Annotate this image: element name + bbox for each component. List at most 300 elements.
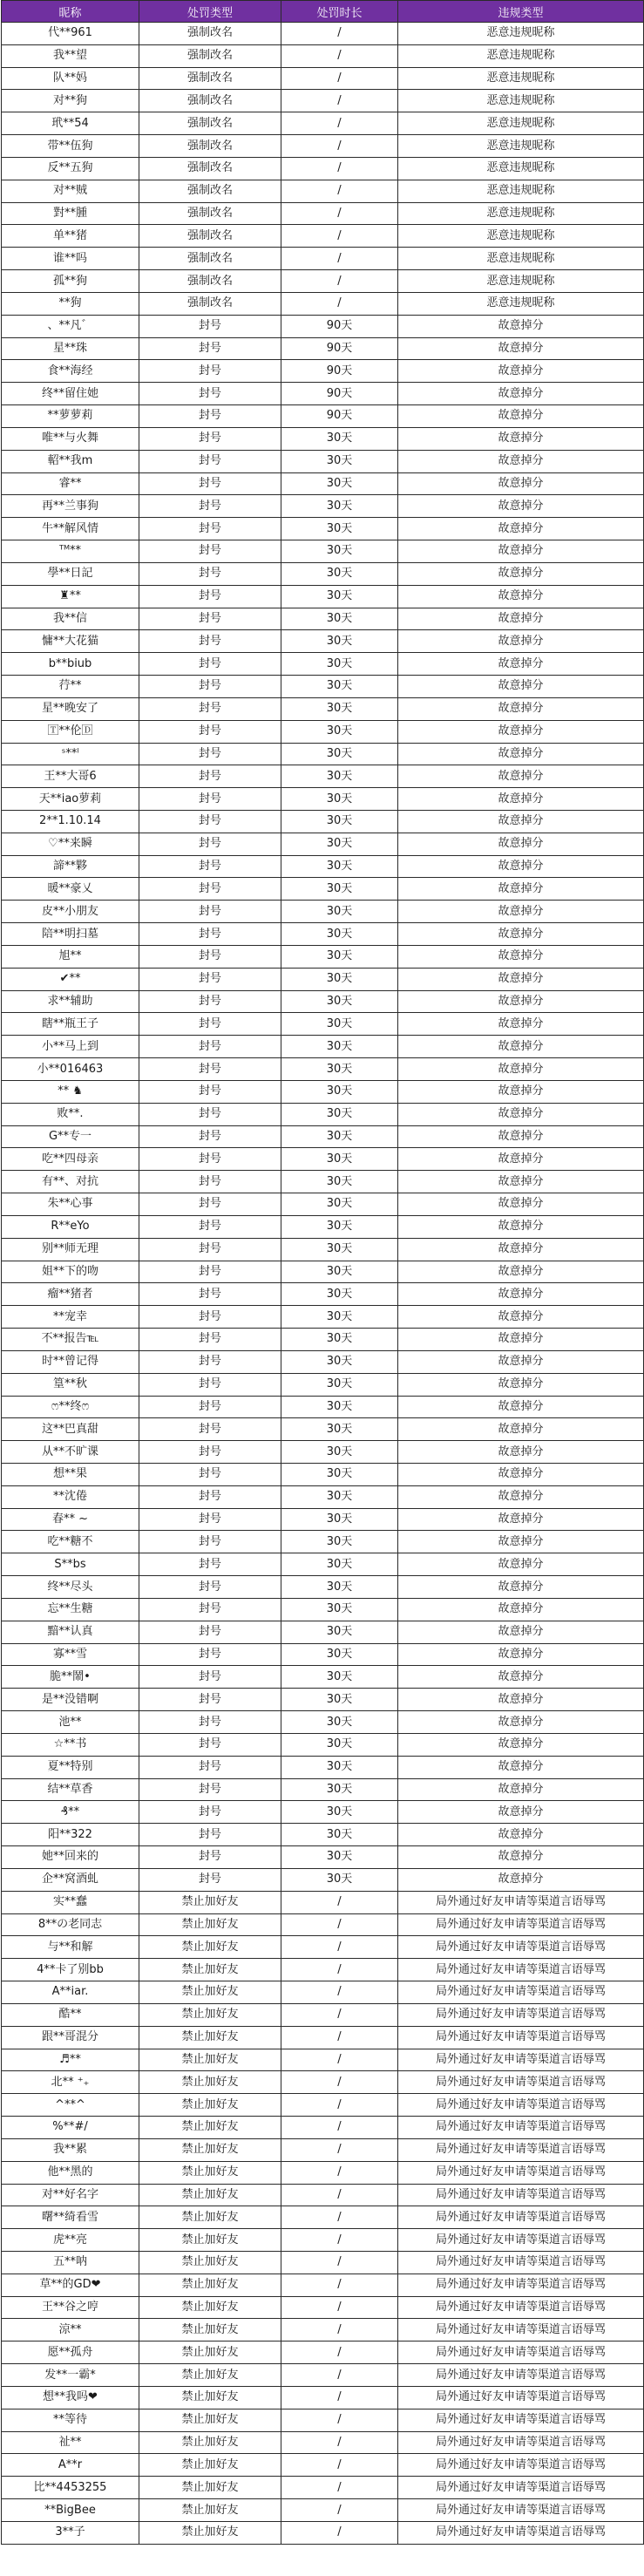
nickname-cell: 想**果 (2, 1464, 139, 1486)
table-row (2, 608, 644, 630)
violation-type-cell: 局外通过好友申请等渠道言语辱骂 (398, 2477, 644, 2499)
table-row (2, 1531, 644, 1553)
penalty-duration-cell: 30天 (281, 1013, 398, 1036)
nickname-cell: ♬** (2, 2049, 139, 2071)
nickname-cell: 小**016463 (2, 1058, 139, 1081)
violation-type-cell: 故意掉分 (398, 1148, 644, 1171)
violation-type-cell: 局外通过好友申请等渠道言语辱骂 (398, 2003, 644, 2026)
nickname-cell: 玳**54 (2, 112, 139, 135)
table-row (2, 2499, 644, 2522)
penalty-duration-cell: / (281, 2071, 398, 2094)
violation-type-cell: 恶意违规昵称 (398, 44, 644, 67)
penalty-duration-cell: / (281, 2049, 398, 2071)
punishment-table (1, 0, 644, 2545)
penalty-duration-cell: / (281, 2274, 398, 2296)
nickname-cell: 唯**与火舞 (2, 427, 139, 450)
nickname-cell: **沈倦 (2, 1485, 139, 1508)
nickname-cell: 吃**四母亲 (2, 1148, 139, 1171)
violation-type-cell: 恶意违规昵称 (398, 135, 644, 158)
violation-type-cell: 故意掉分 (398, 1733, 644, 1756)
violation-type-cell: 故意掉分 (398, 1350, 644, 1373)
table-row (2, 1238, 644, 1261)
header-penalty-type: 处罚类型 (139, 1, 281, 23)
penalty-type-cell: 封号 (139, 1261, 281, 1283)
penalty-duration-cell: 30天 (281, 1329, 398, 1351)
violation-type-cell: 故意掉分 (398, 1238, 644, 1261)
nickname-cell: 星**晚安了 (2, 697, 139, 720)
table-row (2, 2003, 644, 2026)
penalty-duration-cell: 30天 (281, 1846, 398, 1869)
table-row (2, 945, 644, 968)
penalty-duration-cell: / (281, 2026, 398, 2049)
header-violation-type: 违规类型 (398, 1, 644, 23)
violation-type-cell: 故意掉分 (398, 923, 644, 946)
penalty-type-cell: 禁止加好友 (139, 2117, 281, 2139)
table-row (2, 2296, 644, 2319)
table-row (2, 383, 644, 405)
table-row (2, 1936, 644, 1959)
penalty-type-cell: 强制改名 (139, 202, 281, 225)
violation-type-cell: 故意掉分 (398, 1508, 644, 1531)
penalty-type-cell: 封号 (139, 518, 281, 540)
nickname-cell: 队**妈 (2, 67, 139, 90)
table-row (2, 2521, 644, 2544)
penalty-duration-cell: 30天 (281, 1193, 398, 1216)
penalty-duration-cell: 30天 (281, 1778, 398, 1801)
violation-type-cell: 故意掉分 (398, 810, 644, 833)
nickname-cell: 池** (2, 1711, 139, 1734)
nickname-cell: 败**. (2, 1103, 139, 1125)
table-row (2, 1891, 644, 1913)
nickname-cell: 从**不旷课 (2, 1441, 139, 1464)
penalty-type-cell: 封号 (139, 1531, 281, 1553)
penalty-duration-cell: 30天 (281, 855, 398, 878)
nickname-cell: 4**卡了别bb (2, 1959, 139, 1981)
penalty-type-cell: 封号 (139, 1733, 281, 1756)
violation-type-cell: 局外通过好友申请等渠道言语辱骂 (398, 2138, 644, 2161)
penalty-type-cell: 强制改名 (139, 157, 281, 180)
nickname-cell: 企**窝酒虬 (2, 1868, 139, 1891)
penalty-type-cell: 封号 (139, 1643, 281, 1666)
penalty-type-cell: 禁止加好友 (139, 1913, 281, 1936)
table-row (2, 1778, 644, 1801)
table-row (2, 1733, 644, 1756)
violation-type-cell: 故意掉分 (398, 1778, 644, 1801)
penalty-type-cell: 禁止加好友 (139, 2364, 281, 2387)
nickname-cell: 反**五狗 (2, 157, 139, 180)
penalty-type-cell: 封号 (139, 1013, 281, 1036)
penalty-type-cell: 封号 (139, 1824, 281, 1846)
penalty-type-cell: 封号 (139, 360, 281, 383)
nickname-cell: 虎**亮 (2, 2229, 139, 2252)
table-row (2, 1508, 644, 1531)
table-row (2, 1666, 644, 1689)
penalty-type-cell: 封号 (139, 1778, 281, 1801)
violation-type-cell: 局外通过好友申请等渠道言语辱骂 (398, 1981, 644, 2004)
penalty-type-cell: 封号 (139, 1373, 281, 1396)
table-row (2, 2431, 644, 2454)
penalty-type-cell: 封号 (139, 608, 281, 630)
violation-type-cell: 故意掉分 (398, 676, 644, 698)
table-row (2, 2319, 644, 2342)
penalty-duration-cell: / (281, 2342, 398, 2364)
table-row (2, 2229, 644, 2252)
penalty-duration-cell: / (281, 2499, 398, 2522)
violation-type-cell: 故意掉分 (398, 427, 644, 450)
penalty-duration-cell: 30天 (281, 450, 398, 472)
penalty-type-cell: 禁止加好友 (139, 2251, 281, 2274)
penalty-duration-cell: 30天 (281, 1350, 398, 1373)
table-row (2, 1080, 644, 1103)
violation-type-cell: 故意掉分 (398, 562, 644, 585)
penalty-type-cell: 禁止加好友 (139, 2026, 281, 2049)
violation-type-cell: 故意掉分 (398, 697, 644, 720)
nickname-cell: 王**谷之哼 (2, 2296, 139, 2319)
violation-type-cell: 恶意违规昵称 (398, 270, 644, 293)
violation-type-cell: 故意掉分 (398, 1306, 644, 1329)
violation-type-cell: 故意掉分 (398, 1193, 644, 1216)
violation-type-cell: 恶意违规昵称 (398, 292, 644, 315)
nickname-cell: ෆ**终ෆ (2, 1396, 139, 1418)
nickname-cell: 我**信 (2, 608, 139, 630)
violation-type-cell: 故意掉分 (398, 1441, 644, 1464)
penalty-type-cell: 封号 (139, 833, 281, 855)
nickname-cell: 有**、对抗 (2, 1171, 139, 1193)
penalty-duration-cell: / (281, 2206, 398, 2229)
violation-type-cell: 故意掉分 (398, 472, 644, 495)
nickname-cell: 终**尽头 (2, 1576, 139, 1599)
violation-type-cell: 故意掉分 (398, 653, 644, 676)
nickname-cell: 朱**心事 (2, 1193, 139, 1216)
table-row (2, 630, 644, 653)
table-row (2, 720, 644, 743)
nickname-cell: **萝萝莉 (2, 405, 139, 428)
table-header-row (2, 1, 644, 23)
penalty-duration-cell: 30天 (281, 676, 398, 698)
penalty-duration-cell: 30天 (281, 1666, 398, 1689)
nickname-cell: 再**兰事狗 (2, 495, 139, 518)
penalty-duration-cell: 30天 (281, 1756, 398, 1778)
nickname-cell: A**r (2, 2454, 139, 2477)
violation-type-cell: 故意掉分 (398, 1373, 644, 1396)
table-row (2, 2364, 644, 2387)
penalty-duration-cell: 30天 (281, 1215, 398, 1238)
nickname-cell: A**iar. (2, 1981, 139, 2004)
table-row (2, 2342, 644, 2364)
table-row (2, 1553, 644, 1576)
table-row (2, 697, 644, 720)
table-row (2, 1013, 644, 1036)
penalty-duration-cell: / (281, 270, 398, 293)
table-row (2, 788, 644, 811)
nickname-cell: ☆**书 (2, 1733, 139, 1756)
table-row (2, 1125, 644, 1148)
table-row (2, 2206, 644, 2229)
penalty-duration-cell: 30天 (281, 1238, 398, 1261)
penalty-duration-cell: / (281, 112, 398, 135)
penalty-type-cell: 封号 (139, 1036, 281, 1058)
table-row (2, 901, 644, 923)
penalty-duration-cell: / (281, 2364, 398, 2387)
nickname-cell: 星**珠 (2, 337, 139, 360)
nickname-cell: 终**留住她 (2, 383, 139, 405)
nickname-cell: 对**狗 (2, 90, 139, 112)
table-row (2, 315, 644, 337)
penalty-duration-cell: 30天 (281, 1125, 398, 1148)
table-row (2, 833, 644, 855)
penalty-type-cell: 封号 (139, 878, 281, 901)
violation-type-cell: 局外通过好友申请等渠道言语辱骂 (398, 2274, 644, 2296)
penalty-duration-cell: 30天 (281, 810, 398, 833)
nickname-cell: 諦**夥 (2, 855, 139, 878)
nickname-cell: ** ♞ (2, 1080, 139, 1103)
violation-type-cell: 故意掉分 (398, 1485, 644, 1508)
violation-type-cell: 故意掉分 (398, 608, 644, 630)
table-row (2, 743, 644, 765)
violation-type-cell: 故意掉分 (398, 1531, 644, 1553)
penalty-duration-cell: 30天 (281, 1643, 398, 1666)
nickname-cell: **狗 (2, 292, 139, 315)
penalty-type-cell: 封号 (139, 450, 281, 472)
nickname-cell: 他**黑的 (2, 2161, 139, 2184)
penalty-duration-cell: 30天 (281, 608, 398, 630)
table-row (2, 585, 644, 608)
penalty-duration-cell: 30天 (281, 945, 398, 968)
penalty-type-cell: 禁止加好友 (139, 2274, 281, 2296)
penalty-type-cell: 封号 (139, 427, 281, 450)
table-row (2, 2161, 644, 2184)
penalty-type-cell: 封号 (139, 1215, 281, 1238)
nickname-cell: 牛**解风情 (2, 518, 139, 540)
table-row (2, 495, 644, 518)
penalty-type-cell: 禁止加好友 (139, 2094, 281, 2117)
violation-type-cell: 故意掉分 (398, 1553, 644, 1576)
table-row (2, 1846, 644, 1869)
table-row (2, 23, 644, 45)
penalty-type-cell: 禁止加好友 (139, 1981, 281, 2004)
penalty-type-cell: 封号 (139, 1868, 281, 1891)
penalty-duration-cell: / (281, 2386, 398, 2409)
table-row (2, 2184, 644, 2206)
penalty-type-cell: 封号 (139, 720, 281, 743)
nickname-cell: 2**1.10.14 (2, 810, 139, 833)
nickname-cell: 孤**狗 (2, 270, 139, 293)
violation-type-cell: 恶意违规昵称 (398, 112, 644, 135)
penalty-type-cell: 封号 (139, 1193, 281, 1216)
nickname-cell: 夏**特别 (2, 1756, 139, 1778)
violation-type-cell: 故意掉分 (398, 585, 644, 608)
penalty-type-cell: 禁止加好友 (139, 2477, 281, 2499)
table-row (2, 67, 644, 90)
table-row (2, 1959, 644, 1981)
violation-type-cell: 局外通过好友申请等渠道言语辱骂 (398, 1891, 644, 1913)
table-row (2, 676, 644, 698)
penalty-type-cell: 封号 (139, 1238, 281, 1261)
nickname-cell: 我**望 (2, 44, 139, 67)
penalty-type-cell: 强制改名 (139, 225, 281, 248)
penalty-type-cell: 强制改名 (139, 44, 281, 67)
penalty-duration-cell: 30天 (281, 1418, 398, 1441)
violation-type-cell: 局外通过好友申请等渠道言语辱骂 (398, 2071, 644, 2094)
nickname-cell: 陪**明扫墓 (2, 923, 139, 946)
table-row (2, 968, 644, 990)
penalty-type-cell: 封号 (139, 1621, 281, 1643)
penalty-type-cell: 封号 (139, 990, 281, 1013)
table-row (2, 1058, 644, 1081)
table-row (2, 112, 644, 135)
nickname-cell: 对**好名字 (2, 2184, 139, 2206)
nickname-cell: **宠幸 (2, 1306, 139, 1329)
table-row (2, 1148, 644, 1171)
nickname-cell: 吃**糖不 (2, 1531, 139, 1553)
nickname-cell: G**专一 (2, 1125, 139, 1148)
violation-type-cell: 局外通过好友申请等渠道言语辱骂 (398, 2454, 644, 2477)
nickname-cell: 与**和解 (2, 1936, 139, 1959)
penalty-duration-cell: / (281, 2409, 398, 2431)
violation-type-cell: 故意掉分 (398, 1013, 644, 1036)
nickname-cell: 跟**哥混分 (2, 2026, 139, 2049)
penalty-type-cell: 禁止加好友 (139, 2296, 281, 2319)
table-row (2, 990, 644, 1013)
table-row (2, 1868, 644, 1891)
penalty-type-cell: 禁止加好友 (139, 2454, 281, 2477)
nickname-cell: 想**我吗❤ (2, 2386, 139, 2409)
penalty-type-cell: 封号 (139, 1756, 281, 1778)
penalty-duration-cell: 30天 (281, 1373, 398, 1396)
table-row (2, 1485, 644, 1508)
table-row (2, 1418, 644, 1441)
table-row (2, 1711, 644, 1734)
table-row (2, 202, 644, 225)
table-row (2, 1441, 644, 1464)
penalty-duration-cell: 30天 (281, 1396, 398, 1418)
penalty-type-cell: 禁止加好友 (139, 2003, 281, 2026)
penalty-duration-cell: 30天 (281, 788, 398, 811)
penalty-type-cell: 禁止加好友 (139, 2071, 281, 2094)
violation-type-cell: 故意掉分 (398, 1464, 644, 1486)
nickname-cell: 瘤**猪者 (2, 1283, 139, 1306)
nickname-cell: 比**4453255 (2, 2477, 139, 2499)
penalty-duration-cell: / (281, 2296, 398, 2319)
penalty-duration-cell: 30天 (281, 1576, 398, 1599)
nickname-cell: **BigBee (2, 2499, 139, 2522)
violation-type-cell: 故意掉分 (398, 1666, 644, 1689)
penalty-duration-cell: 30天 (281, 540, 398, 563)
penalty-duration-cell: 30天 (281, 653, 398, 676)
violation-type-cell: 恶意违规昵称 (398, 67, 644, 90)
violation-type-cell: 故意掉分 (398, 1396, 644, 1418)
table-row (2, 405, 644, 428)
penalty-duration-cell: 30天 (281, 1261, 398, 1283)
penalty-type-cell: 禁止加好友 (139, 2521, 281, 2544)
penalty-duration-cell: / (281, 2319, 398, 2342)
nickname-cell: 睿** (2, 472, 139, 495)
penalty-type-cell: 封号 (139, 630, 281, 653)
nickname-cell: 北** ⁺₊ (2, 2071, 139, 2094)
penalty-duration-cell: 30天 (281, 1171, 398, 1193)
table-row (2, 878, 644, 901)
violation-type-cell: 局外通过好友申请等渠道言语辱骂 (398, 2161, 644, 2184)
penalty-type-cell: 封号 (139, 968, 281, 990)
violation-type-cell: 故意掉分 (398, 1846, 644, 1869)
penalty-type-cell: 封号 (139, 1396, 281, 1418)
violation-type-cell: 故意掉分 (398, 945, 644, 968)
nickname-cell: b**biub (2, 653, 139, 676)
nickname-cell: 姐**下的吻 (2, 1261, 139, 1283)
header-penalty-duration: 处罚时长 (281, 1, 398, 23)
penalty-duration-cell: / (281, 2431, 398, 2454)
nickname-cell: 旭** (2, 945, 139, 968)
violation-type-cell: 局外通过好友申请等渠道言语辱骂 (398, 2206, 644, 2229)
penalty-duration-cell: 30天 (281, 1598, 398, 1621)
penalty-type-cell: 禁止加好友 (139, 2229, 281, 2252)
nickname-cell: 暖**豪乂 (2, 878, 139, 901)
violation-type-cell: 恶意违规昵称 (398, 180, 644, 202)
penalty-type-cell: 封号 (139, 1418, 281, 1441)
violation-type-cell: 故意掉分 (398, 337, 644, 360)
violation-type-cell: 故意掉分 (398, 1711, 644, 1734)
penalty-type-cell: 封号 (139, 1103, 281, 1125)
violation-type-cell: 恶意违规昵称 (398, 90, 644, 112)
penalty-type-cell: 封号 (139, 1576, 281, 1599)
violation-type-cell: 故意掉分 (398, 1643, 644, 1666)
table-row (2, 2026, 644, 2049)
table-row (2, 855, 644, 878)
nickname-cell: 食**海经 (2, 360, 139, 383)
violation-type-cell: 局外通过好友申请等渠道言语辱骂 (398, 2342, 644, 2364)
penalty-type-cell: 强制改名 (139, 180, 281, 202)
violation-type-cell: 故意掉分 (398, 1689, 644, 1711)
violation-type-cell: 故意掉分 (398, 495, 644, 518)
table-row (2, 1283, 644, 1306)
penalty-type-cell: 封号 (139, 697, 281, 720)
penalty-type-cell: 强制改名 (139, 67, 281, 90)
penalty-duration-cell: / (281, 90, 398, 112)
violation-type-cell: 故意掉分 (398, 1418, 644, 1441)
nickname-cell: 时**曾记得 (2, 1350, 139, 1373)
nickname-cell: 8**の老同志 (2, 1913, 139, 1936)
penalty-duration-cell: 30天 (281, 1058, 398, 1081)
nickname-cell: 瞎**瓶王子 (2, 1013, 139, 1036)
table-row (2, 1193, 644, 1216)
penalty-duration-cell: 30天 (281, 1464, 398, 1486)
penalty-type-cell: 封号 (139, 1464, 281, 1486)
penalty-duration-cell: 30天 (281, 1553, 398, 1576)
violation-type-cell: 局外通过好友申请等渠道言语辱骂 (398, 2386, 644, 2409)
violation-type-cell: 局外通过好友申请等渠道言语辱骂 (398, 2409, 644, 2431)
penalty-duration-cell: / (281, 248, 398, 270)
violation-type-cell: 局外通过好友申请等渠道言语辱骂 (398, 2499, 644, 2522)
penalty-duration-cell: 30天 (281, 1036, 398, 1058)
violation-type-cell: 局外通过好友申请等渠道言语辱骂 (398, 2026, 644, 2049)
penalty-duration-cell: / (281, 2003, 398, 2026)
penalty-duration-cell: / (281, 1959, 398, 1981)
violation-type-cell: 局外通过好友申请等渠道言语辱骂 (398, 2364, 644, 2387)
penalty-duration-cell: / (281, 67, 398, 90)
table-row (2, 225, 644, 248)
penalty-duration-cell: / (281, 1936, 398, 1959)
nickname-cell: 酷** (2, 2003, 139, 2026)
penalty-duration-cell: 30天 (281, 427, 398, 450)
penalty-type-cell: 封号 (139, 1508, 281, 1531)
violation-type-cell: 局外通过好友申请等渠道言语辱骂 (398, 1959, 644, 1981)
nickname-cell: 实**蠢 (2, 1891, 139, 1913)
penalty-duration-cell: 30天 (281, 833, 398, 855)
penalty-type-cell: 强制改名 (139, 270, 281, 293)
penalty-type-cell: 强制改名 (139, 248, 281, 270)
penalty-duration-cell: / (281, 225, 398, 248)
penalty-type-cell: 禁止加好友 (139, 2319, 281, 2342)
